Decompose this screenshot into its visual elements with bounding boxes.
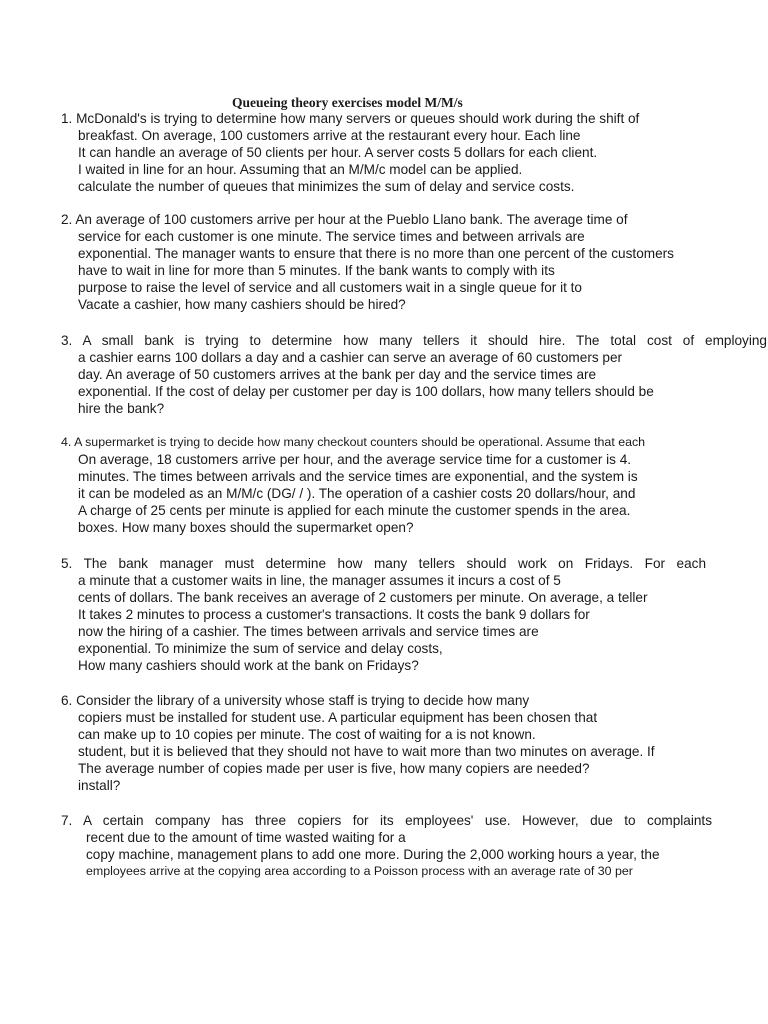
exercise-line: exponential. The manager wants to ensure that there is no more than one percent of the customers <box>78 246 674 261</box>
exercise-line: service for each customer is one minute. The service times and between arrivals are <box>78 229 585 244</box>
exercise-line: It takes 2 minutes to process a customer's transactions. It costs the bank 9 dollars for <box>78 607 590 622</box>
exercise-line: A charge of 25 cents per minute is applied for each minute the customer spends in the area. <box>78 503 631 518</box>
exercise-3 <box>61 332 768 417</box>
exercise-line: How many cashiers should work at the bank on Fridays? <box>78 658 419 673</box>
exercise-line: day. An average of 50 customers arrives at the bank per day and the service times are <box>78 367 597 382</box>
exercise-line: Vacate a cashier, how many cashiers should be hired? <box>78 297 406 312</box>
exercise-line: a minute that a customer waits in line, the manager assumes it incurs a cost of 5 <box>78 573 561 588</box>
exercise-line: student, but it is believed that they should not have to wait more than two minutes on average. If <box>78 744 655 759</box>
exercise-1 <box>61 110 768 195</box>
exercise-line: It can handle an average of 50 clients per hour. A server costs 5 dollars for each client. <box>78 145 598 160</box>
exercise-line: it can be modeled as an M/M/c (DG/ / ). The operation of a cashier costs 20 dollars/hour, and <box>78 486 636 501</box>
exercise-line: have to wait in line for more than 5 minutes. If the bank wants to comply with its <box>78 263 555 278</box>
exercise-line: I waited in line for an hour. Assuming that an M/M/c model can be applied. <box>78 162 523 177</box>
exercise-line: breakfast. On average, 100 customers arrive at the restaurant every hour. Each line <box>78 128 581 143</box>
exercise-4 <box>61 434 768 536</box>
exercise-line: install? <box>78 778 121 793</box>
exercise-line: can make up to 10 copies per minute. The cost of waiting for a is not known. <box>78 727 536 742</box>
exercise-line: 5. The bank manager must determine how many tellers should work on Fridays. For each <box>61 556 706 571</box>
exercise-line: exponential. To minimize the sum of service and delay costs, <box>78 641 443 656</box>
exercise-line: a cashier earns 100 dollars a day and a cashier can serve an average of 60 customers per <box>78 350 623 365</box>
exercise-line: 4. A supermarket is trying to decide how many checkout counters should be operational. Assume that each <box>61 435 646 449</box>
exercise-line: 6. Consider the library of a university whose staff is trying to decide how many <box>61 693 530 708</box>
exercise-line: employees arrive at the copying area according to a Poisson process with an average rate of 30 per <box>86 864 633 878</box>
exercise-line: cents of dollars. The bank receives an average of 2 customers per minute. On average, a teller <box>78 590 648 605</box>
exercise-line: The average number of copies made per user is five, how many copiers are needed? <box>78 761 590 776</box>
exercise-line: now the hiring of a cashier. The times between arrivals and service times are <box>78 624 539 639</box>
exercise-7 <box>61 812 768 880</box>
exercise-line: copy machine, management plans to add one more. During the 2,000 working hours a year, the <box>86 847 660 862</box>
exercise-line: On average, 18 customers arrive per hour, and the average service time for a customer is 4. <box>78 452 632 467</box>
exercise-line: boxes. How many boxes should the supermarket open? <box>78 520 414 535</box>
exercise-line: hire the bank? <box>78 401 165 416</box>
exercise-5 <box>61 555 768 674</box>
exercise-line: calculate the number of queues that minimizes the sum of delay and service costs. <box>78 179 575 194</box>
exercise-2 <box>61 211 768 313</box>
exercise-line: recent due to the amount of time wasted waiting for a <box>86 830 406 845</box>
exercise-line: 2. An average of 100 customers arrive per hour at the Pueblo Llano bank. The average time of <box>61 212 628 227</box>
exercise-line: 1. McDonald's is trying to determine how many servers or queues should work during the shift of <box>61 111 640 126</box>
exercise-line: 7. A certain company has three copiers for its employees' use. However, due to complaints <box>61 813 712 828</box>
exercise-line: copiers must be installed for student use. A particular equipment has been chosen that <box>78 710 598 725</box>
exercise-line: minutes. The times between arrivals and the service times are exponential, and the system is <box>78 469 638 484</box>
document-title: Queueing theory exercises model M/M/s <box>232 95 463 110</box>
exercise-6 <box>61 692 768 794</box>
exercise-line: 3. A small bank is trying to determine how many tellers it should hire. The total cost of employing <box>61 333 767 348</box>
exercise-line: purpose to raise the level of service and all customers wait in a single queue for it to <box>78 280 582 295</box>
exercise-line: exponential. If the cost of delay per customer per day is 100 dollars, how many tellers should be <box>78 384 654 399</box>
